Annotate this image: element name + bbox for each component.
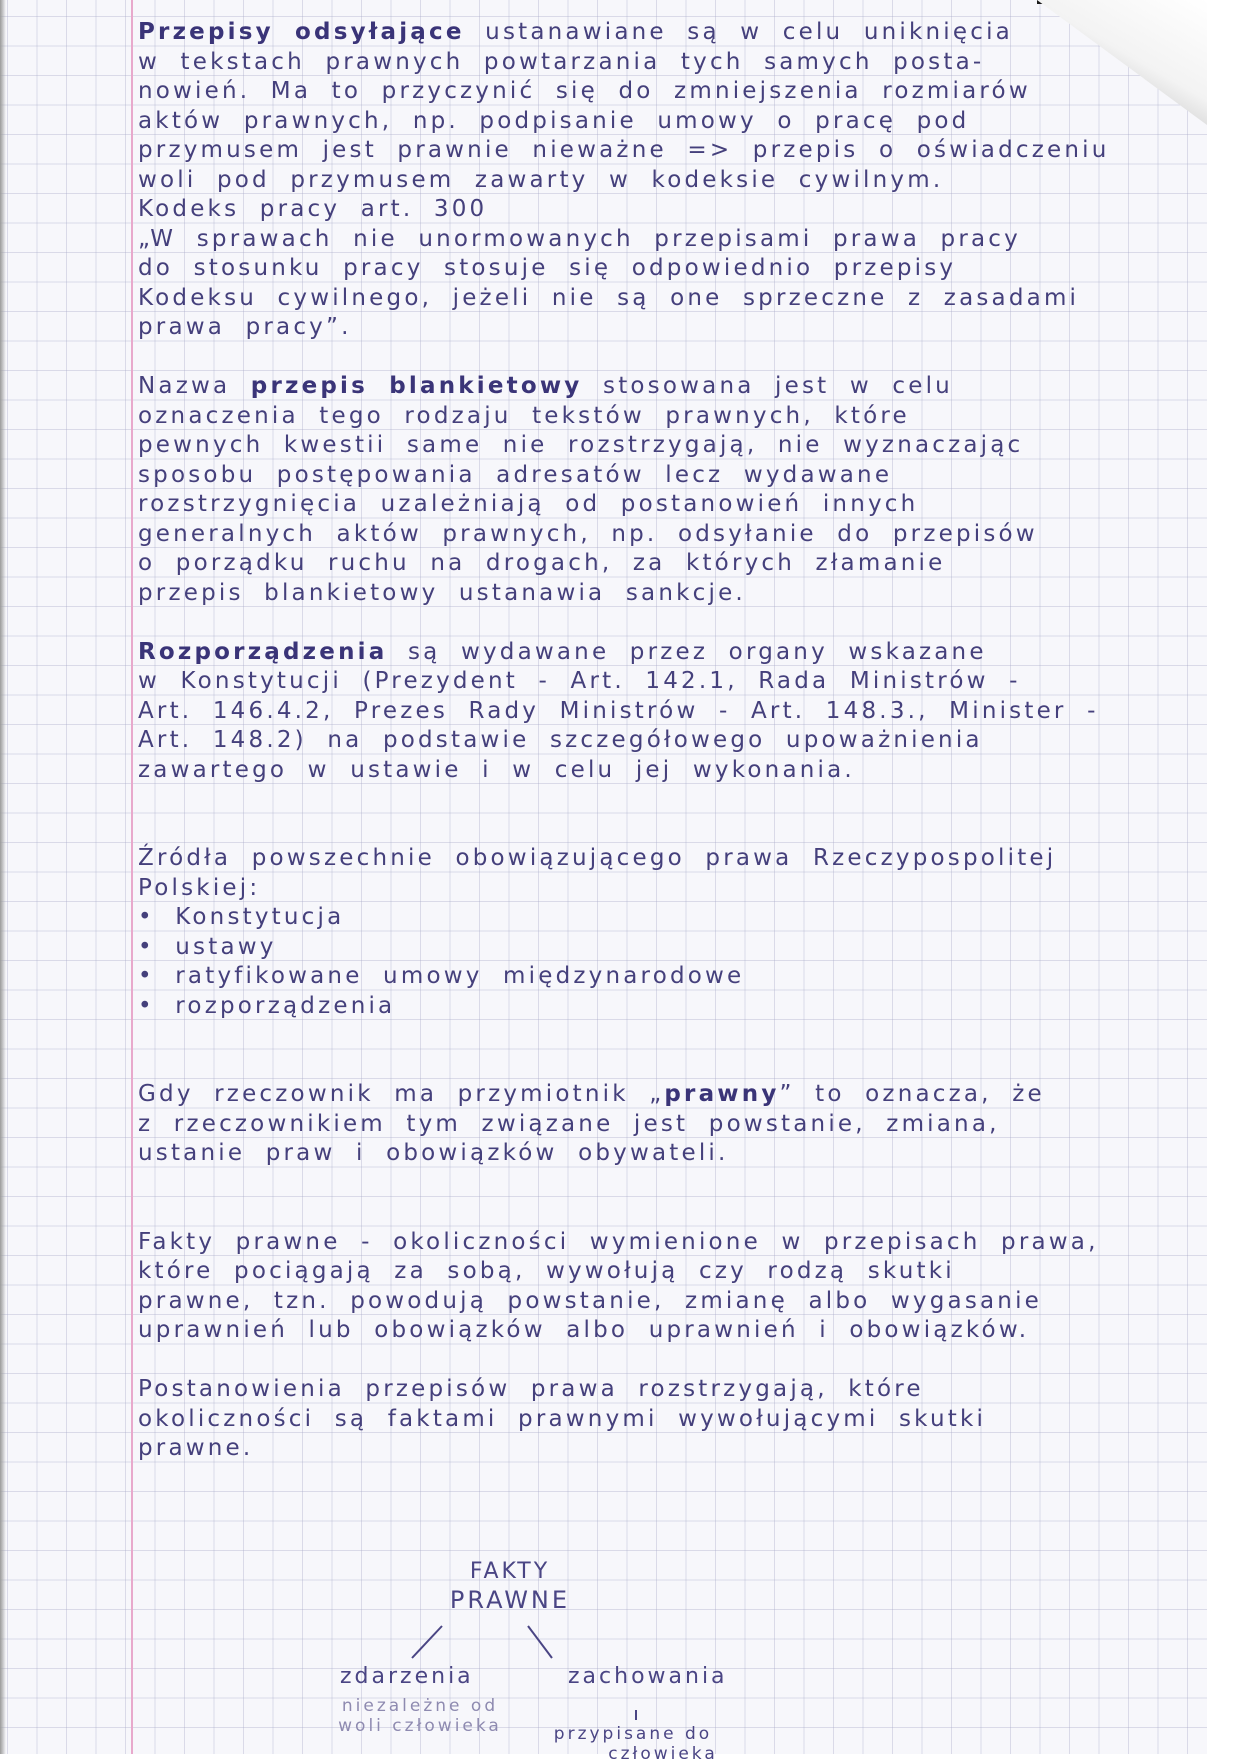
text-line: uprawnień lub obowiązków albo uprawnień i obowiązków. [138,1317,1030,1343]
text-line: pewnych kwestii same nie rozstrzygają, nie wyznaczając [138,432,1024,458]
list-item: • ustawy [138,933,277,960]
text-line: które pociągają za sobą, wywołują czy rodzą skutki [138,1258,955,1284]
section-przepis-blankietowy [138,372,1198,608]
text-line: w Konstytucji (Prezydent - Art. 142.1, Rada Ministrów - [138,668,1021,694]
heading-line: Polskiej: [138,874,261,901]
text-line: oznaczenia tego rodzaju tekstów prawnych, które [138,402,910,429]
text-line: aktów prawnych, np. podpisanie umowy o pracę pod [138,107,970,134]
text-line: przymusem jest prawnie nieważne => przepis o oświadczeniu [138,137,1110,163]
scan-edge-shadow [0,0,6,1754]
list-item: • rozporządzenia [138,992,396,1019]
margin-line [131,0,133,1754]
list-item: • Konstytucja [138,904,345,930]
fakty-prawne-diagram [300,1558,820,1764]
term-przepisy-odsylajace: Przepisy odsyłające [138,19,465,45]
section-rozporzadzenia [138,638,1198,786]
heading-line: Źródła powszechnie obowiązującego prawa Rzeczypospolitej [138,845,1057,871]
section-przepisy-odsylajace [138,18,1198,343]
text-line: w tekstach prawnych powtarzania tych samych posta- [138,48,985,75]
diagram-branch-zachowania: zachowania [568,1664,728,1689]
text-line: o porządku ruchu na drogach, za których złamanie [138,550,946,576]
section-zrodla-prawa [138,844,1198,1021]
section-postanowienia [138,1375,1198,1464]
text-line: Postanowienia przepisów prawa rozstrzygają, które [138,1376,924,1402]
text-line: zawartego w ustawie i w celu jej wykonania. [138,756,855,783]
text-line: okoliczności są faktami prawnymi wywołującymi skutki [138,1405,987,1432]
diagram-branch-zdarzenia: zdarzenia [340,1664,474,1689]
text-line: Rozporządzenia są wydawane przez organy wskazane [138,638,987,665]
diagram-root: FAKTY PRAWNE [449,1559,571,1614]
text-line: sposobu postępowania adresatów lecz wydawane [138,461,893,488]
text-line: woli pod przymusem zawarty w kodeksie cywilnym. [138,166,944,193]
diagram-sub-zachowania: przypisane do człowieka [553,1724,718,1764]
text-line: generalnych aktów prawnych, np. odsyłanie do przepisów [138,520,1038,547]
quote-line: Kodeksu cywilnego, jeżeli nie są one sprzeczne z zasadami [138,284,1080,311]
quote-line: „W sprawach nie unormowanych przepisami prawa pracy [138,225,1021,252]
text-line: Gdy rzeczownik ma przymiotnik „prawny” to oznacza, że [138,1081,1045,1107]
section-fakty-prawne [138,1228,1198,1346]
diagram-sub-zdarzenia: niezależne od woli człowieka [338,1696,502,1736]
text-line: Art. 148.2) na podstawie szczegółowego upoważnienia [138,727,983,753]
text-line: prawne. [138,1435,254,1461]
text-line: Przepisy odsyłające ustanawiane są w celu uniknięcia [138,19,1013,45]
quote-line: prawa pracy”. [138,314,352,340]
text-line: Fakty prawne - okoliczności wymienione w przepisach prawa, [138,1228,1099,1255]
list-item: • ratyfikowane umowy międzynarodowe [138,963,745,989]
quote-line: do stosunku pracy stosuje się odpowiednio przepisy [138,255,957,281]
section-prawny [138,1080,1198,1169]
text-line: z rzeczownikiem tym związane jest powstanie, zmiana, [138,1110,1000,1137]
term-przepis-blankietowy: przepis blankietowy [250,373,583,399]
scan-background [1207,0,1240,1754]
text-line: Kodeks pracy art. 300 [138,196,488,222]
text-line: przepis blankietowy ustanawia sankcje. [138,579,746,606]
term-prawny: prawny [664,1081,780,1107]
text-line: Nazwa przepis blankietowy stosowana jest w celu [138,373,953,399]
term-rozporzadzenia: Rozporządzenia [138,638,388,665]
handwritten-notes [138,18,1198,1464]
text-line: Art. 146.4.2, Prezes Rady Ministrów - Art. 148.3., Minister - [138,697,1099,724]
text-line: nowień. Ma to przyczynić się do zmniejszenia rozmiarów [138,78,1031,104]
text-line: ustanie praw i obowiązków obywateli. [138,1140,729,1166]
text-line: rozstrzygnięcia uzależniają od postanowień innych [138,491,919,517]
text-line: prawne, tzn. powodują powstanie, zmianę albo wygasanie [138,1287,1043,1314]
